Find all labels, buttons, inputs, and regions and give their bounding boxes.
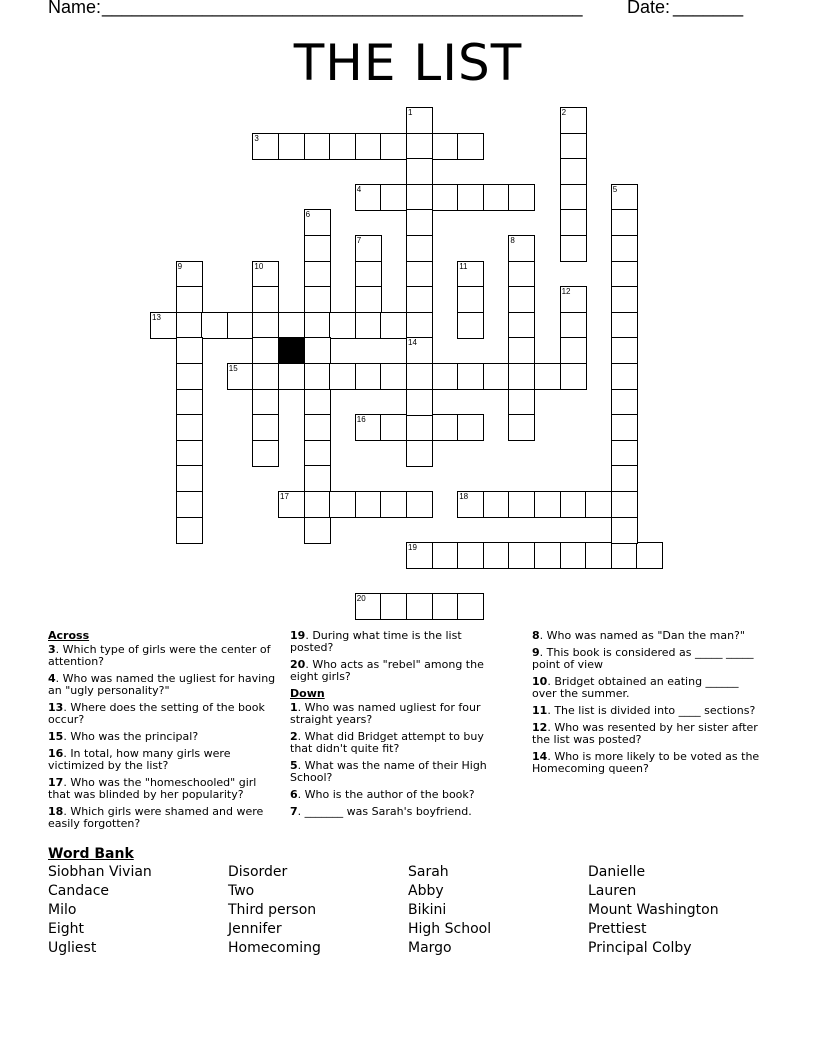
- word-bank-entry: Danielle: [588, 864, 646, 880]
- grid-cell[interactable]: [380, 312, 407, 339]
- word-bank-entry: Jennifer: [228, 921, 282, 937]
- clue-text: Which type of girls were the center of attention?: [48, 643, 271, 668]
- grid-cell[interactable]: [560, 542, 587, 569]
- grid-cell[interactable]: [483, 542, 510, 569]
- grid-cell[interactable]: [611, 542, 638, 569]
- clue-number-label: 4: [356, 184, 362, 194]
- clue-number-label: 19: [408, 543, 417, 553]
- grid-cell[interactable]: [560, 491, 587, 518]
- clue-item: 4. Who was named the ugliest for having an "ugly personality?": [48, 672, 276, 697]
- clue-number: 1: [290, 701, 298, 714]
- grid-cell[interactable]: [380, 414, 407, 441]
- clue-number: 5: [290, 759, 298, 772]
- grid-cell[interactable]: [176, 465, 203, 492]
- clue-text: Who was named the ugliest for having an "ugly personality?": [48, 672, 276, 697]
- grid-cell[interactable]: [380, 184, 407, 211]
- clue-item: 17. Who was the "homeschooled" girl that was blinded by her popularity?: [48, 776, 257, 801]
- clue-text: Bridget obtained an eating ______ over the summer.: [532, 675, 739, 700]
- grid-cell[interactable]: [406, 158, 433, 185]
- grid-cell[interactable]: [406, 593, 433, 620]
- blocked-cell: [278, 337, 305, 364]
- grid-cell[interactable]: [406, 312, 433, 339]
- grid-cell[interactable]: [329, 491, 356, 518]
- grid-cell[interactable]: [560, 209, 587, 236]
- grid-cell[interactable]: [432, 363, 459, 390]
- clue-item: 3. Which type of girls were the center of attention?: [48, 643, 271, 668]
- word-bank-title: Word Bank: [48, 846, 134, 862]
- grid-cell[interactable]: [176, 337, 203, 364]
- grid-cell[interactable]: [355, 261, 382, 288]
- grid-cell[interactable]: [304, 414, 331, 441]
- grid-cell[interactable]: [508, 184, 535, 211]
- clue-text: During what time is the list posted?: [290, 629, 462, 654]
- grid-cell[interactable]: [329, 363, 356, 390]
- clue-text: Who was named ugliest for four straight years?: [290, 701, 481, 726]
- grid-cell[interactable]: [252, 312, 279, 339]
- grid-cell[interactable]: [406, 235, 433, 262]
- grid-cell[interactable]: [304, 363, 331, 390]
- clue-number-label: 13: [152, 312, 161, 322]
- grid-cell[interactable]: [508, 312, 535, 339]
- clue-number: 18: [48, 805, 64, 818]
- grid-cell[interactable]: [560, 184, 587, 211]
- clue-text: The list is divided into ____ sections?: [554, 704, 756, 717]
- grid-cell[interactable]: [585, 491, 612, 518]
- word-bank-entry: Margo: [408, 940, 452, 956]
- clue-item: 18. Which girls were shamed and were easily forgotten?: [48, 805, 264, 830]
- grid-cell[interactable]: [406, 133, 433, 160]
- clue-number: 14: [532, 750, 548, 763]
- grid-cell[interactable]: [406, 491, 433, 518]
- clue-number-label: 1: [408, 108, 413, 117]
- name-label: Name:: [48, 0, 107, 17]
- grid-cell[interactable]: [560, 312, 587, 339]
- grid-cell[interactable]: [406, 414, 433, 441]
- grid-cell[interactable]: [534, 491, 561, 518]
- grid-cell[interactable]: [278, 133, 305, 160]
- word-bank-entry: Two: [228, 883, 255, 899]
- clue-number-label: 8: [510, 236, 515, 245]
- clue-number: 17: [48, 776, 64, 789]
- clue-number: 16: [48, 747, 64, 760]
- clue-number-label: 11: [459, 261, 468, 271]
- word-bank-entry: Eight: [48, 921, 84, 937]
- clue-number-label: 20: [356, 594, 366, 604]
- name-field-line[interactable]: ________________________________________________: [102, 0, 583, 17]
- grid-cell[interactable]: [508, 363, 535, 390]
- clue-item: 19. During what time is the list posted?: [290, 629, 462, 654]
- grid-cell[interactable]: [176, 491, 203, 518]
- grid-cell[interactable]: [380, 133, 407, 160]
- clue-text: What was the name of their High School?: [290, 759, 487, 784]
- grid-cell[interactable]: [560, 235, 587, 262]
- grid-cell[interactable]: [380, 491, 407, 518]
- grid-cell[interactable]: [252, 286, 279, 313]
- grid-cell[interactable]: [201, 312, 228, 339]
- grid-cell[interactable]: [560, 158, 587, 185]
- grid-cell[interactable]: [508, 491, 535, 518]
- grid-cell[interactable]: [508, 337, 535, 364]
- grid-cell[interactable]: [329, 133, 356, 160]
- grid-cell[interactable]: [380, 593, 407, 620]
- word-bank-entry: Sarah: [408, 864, 449, 880]
- clue-number: 6: [290, 788, 298, 801]
- grid-cell[interactable]: [176, 414, 203, 441]
- grid-cell[interactable]: [304, 491, 331, 518]
- clue-number-label: 10: [254, 261, 264, 271]
- grid-cell[interactable]: [508, 389, 535, 416]
- clue-number: 11: [532, 704, 548, 717]
- clue-item: 5. What was the name of their High School?: [290, 759, 487, 784]
- grid-cell[interactable]: [457, 542, 484, 569]
- clue-number: 20: [290, 658, 306, 671]
- grid-cell[interactable]: [585, 542, 612, 569]
- grid-cell[interactable]: [611, 389, 638, 416]
- grid-cell[interactable]: [432, 542, 459, 569]
- word-bank-entry: Bikini: [408, 902, 447, 918]
- grid-cell[interactable]: [304, 261, 331, 288]
- clue-number-label: 14: [408, 338, 417, 348]
- grid-cell[interactable]: [611, 440, 638, 467]
- grid-cell[interactable]: [355, 312, 382, 339]
- clue-item: 14. Who is more likely to be voted as the Homecoming queen?: [532, 750, 760, 775]
- grid-cell[interactable]: [252, 389, 279, 416]
- grid-cell[interactable]: [534, 363, 561, 390]
- grid-cell[interactable]: [176, 389, 203, 416]
- page-title: THE LIST: [293, 34, 523, 92]
- clue-number-label: 15: [228, 364, 238, 373]
- grid-cell[interactable]: [304, 235, 331, 262]
- clue-number-label: 16: [356, 415, 366, 425]
- clue-item: 12. Who was resented by her sister after the list was posted?: [532, 721, 758, 746]
- grid-cell[interactable]: [304, 389, 331, 416]
- grid-cell[interactable]: [611, 363, 638, 390]
- date-field-line[interactable]: _______: [673, 0, 744, 17]
- clue-item: 1. Who was named ugliest for four straight years?: [290, 701, 481, 726]
- grid-cell[interactable]: [406, 389, 433, 416]
- grid-cell[interactable]: [304, 440, 331, 467]
- clue-number-label: 2: [561, 108, 567, 117]
- clue-number-label: 3: [254, 133, 259, 143]
- grid-cell[interactable]: [611, 312, 638, 339]
- clue-item: 2. What did Bridget attempt to buy that didn't quite fit?: [290, 730, 484, 755]
- clue-number: 8: [532, 629, 540, 642]
- word-bank-entry: Principal Colby: [588, 940, 692, 956]
- clue-number: 15: [48, 730, 64, 743]
- grid-cell[interactable]: [611, 235, 638, 262]
- down-heading: Down: [290, 687, 325, 700]
- word-bank-entry: Prettiest: [588, 921, 647, 937]
- grid-cell[interactable]: [304, 465, 331, 492]
- grid-cell[interactable]: [304, 286, 331, 313]
- clue-number-label: 18: [459, 492, 469, 501]
- clue-text: Where does the setting of the book occur?: [48, 701, 265, 726]
- grid-cell[interactable]: [611, 465, 638, 492]
- grid-cell[interactable]: [252, 440, 279, 467]
- grid-cell[interactable]: [457, 593, 484, 620]
- word-bank-entry: Mount Washington: [588, 902, 719, 918]
- clues-column-2: [290, 630, 502, 823]
- clue-text: Who acts as "rebel" among the eight girls?: [290, 658, 484, 683]
- word-bank-entry: Candace: [48, 883, 110, 899]
- clues-column-3: [532, 630, 764, 780]
- grid-cell[interactable]: [432, 184, 459, 211]
- grid-cell[interactable]: [355, 491, 382, 518]
- clue-number: 19: [290, 629, 306, 642]
- clue-number: 3: [48, 643, 56, 656]
- clue-item: 10. Bridget obtained an eating ______ over the summer.: [532, 675, 739, 700]
- clues-column-1: [48, 630, 280, 835]
- clue-number-label: 5: [612, 184, 618, 194]
- grid-cell[interactable]: [508, 286, 535, 313]
- grid-cell[interactable]: [176, 440, 203, 467]
- grid-cell[interactable]: [278, 312, 305, 339]
- grid-cell[interactable]: [534, 542, 561, 569]
- grid-cell[interactable]: [432, 593, 459, 620]
- grid-cell[interactable]: [406, 184, 433, 211]
- grid-cell[interactable]: [406, 363, 433, 390]
- grid-cell[interactable]: [560, 337, 587, 364]
- grid-cell[interactable]: [278, 363, 305, 390]
- clue-number: 13: [48, 701, 64, 714]
- grid-cell[interactable]: [457, 414, 484, 441]
- grid-cell[interactable]: [176, 517, 203, 544]
- grid-cell[interactable]: [611, 517, 638, 544]
- grid-cell[interactable]: [176, 312, 203, 339]
- clue-item: 9. This book is considered as _____ _____ point of view: [532, 646, 754, 671]
- word-bank-column-4: [588, 863, 719, 958]
- grid-cell[interactable]: [483, 491, 510, 518]
- clue-number: 9: [532, 646, 540, 659]
- grid-cell[interactable]: [483, 363, 510, 390]
- grid-cell[interactable]: [329, 312, 356, 339]
- across-heading: Across: [48, 629, 90, 642]
- clue-text: This book is considered as _____ _____ point of view: [532, 646, 754, 671]
- clue-text: Who is the author of the book?: [304, 788, 475, 801]
- clue-number-label: 7: [356, 236, 362, 245]
- word-bank-entry: High School: [408, 921, 492, 937]
- clue-number-label: 6: [305, 210, 311, 220]
- grid-cell[interactable]: [636, 542, 663, 569]
- clue-text: Which girls were shamed and were easily forgotten?: [48, 805, 264, 830]
- grid-cell[interactable]: [508, 414, 535, 441]
- grid-cell[interactable]: [457, 363, 484, 390]
- clue-item: 15. Who was the principal?: [48, 730, 199, 743]
- clue-number: 4: [48, 672, 56, 685]
- grid-cell[interactable]: [483, 184, 510, 211]
- clue-item: 6. Who is the author of the book?: [290, 788, 475, 801]
- clue-item: 13. Where does the setting of the book occur?: [48, 701, 265, 726]
- grid-cell[interactable]: [176, 286, 203, 313]
- grid-cell[interactable]: [355, 363, 382, 390]
- clue-text: Who was the "homeschooled" girl that was blinded by her popularity?: [48, 776, 257, 801]
- grid-cell[interactable]: [406, 261, 433, 288]
- clue-item: 7. _______ was Sarah's boyfriend.: [290, 805, 472, 818]
- clue-number-label: 9: [177, 261, 183, 271]
- word-bank-entry: Lauren: [588, 883, 637, 899]
- grid-cell[interactable]: [252, 414, 279, 441]
- clue-number-label: 17: [280, 492, 289, 501]
- clue-number-label: 12: [561, 287, 571, 297]
- grid-cell[interactable]: [304, 337, 331, 364]
- word-bank-column-2: [228, 863, 321, 958]
- grid-cell[interactable]: [304, 517, 331, 544]
- grid-cell[interactable]: [611, 337, 638, 364]
- grid-cell[interactable]: [611, 209, 638, 236]
- word-bank-entry: Third person: [228, 902, 317, 918]
- grid-cell[interactable]: [252, 363, 279, 390]
- grid-cell[interactable]: [457, 184, 484, 211]
- clue-text: Who was the principal?: [70, 730, 199, 743]
- grid-cell[interactable]: [611, 414, 638, 441]
- clue-text: _______ was Sarah's boyfriend.: [304, 805, 472, 818]
- clue-number: 7: [290, 805, 298, 818]
- grid-cell[interactable]: [304, 133, 331, 160]
- clue-text: Who was resented by her sister after the list was posted?: [532, 721, 758, 746]
- clue-item: 20. Who acts as "rebel" among the eight girls?: [290, 658, 484, 683]
- word-bank-entry: Ugliest: [48, 940, 97, 956]
- clue-number: 10: [532, 675, 548, 688]
- clue-text: Who is more likely to be voted as the Homecoming queen?: [532, 750, 760, 775]
- word-bank-entry: Disorder: [228, 864, 288, 880]
- word-bank-entry: Siobhan Vivian: [48, 864, 152, 880]
- clue-number: 12: [532, 721, 548, 734]
- grid-cell[interactable]: [611, 261, 638, 288]
- word-bank-entry: Homecoming: [228, 940, 321, 956]
- grid-cell[interactable]: [252, 337, 279, 364]
- grid-cell[interactable]: [457, 133, 484, 160]
- grid-cell[interactable]: [560, 363, 587, 390]
- grid-cell[interactable]: [406, 286, 433, 313]
- word-bank-column-1: [48, 863, 152, 958]
- clue-item: 8. Who was named as "Dan the man?": [532, 629, 745, 642]
- grid-cell[interactable]: [611, 286, 638, 313]
- word-bank-entry: Abby: [408, 883, 444, 899]
- grid-cell[interactable]: [355, 286, 382, 313]
- grid-cell[interactable]: [406, 209, 433, 236]
- clue-number: 2: [290, 730, 298, 743]
- date-label: Date:: [627, 0, 676, 17]
- clue-text: Who was named as "Dan the man?": [546, 629, 745, 642]
- grid-cell[interactable]: [508, 261, 535, 288]
- grid-cell[interactable]: [227, 312, 254, 339]
- clue-text: In total, how many girls were victimized by the list?: [48, 747, 231, 772]
- grid-cell[interactable]: [432, 133, 459, 160]
- grid-cell[interactable]: [457, 312, 484, 339]
- grid-cell[interactable]: [457, 286, 484, 313]
- grid-cell[interactable]: [380, 363, 407, 390]
- grid-cell[interactable]: [560, 133, 587, 160]
- grid-cell[interactable]: [304, 312, 331, 339]
- clue-text: What did Bridget attempt to buy that didn't quite fit?: [290, 730, 484, 755]
- grid-cell[interactable]: [508, 542, 535, 569]
- grid-cell[interactable]: [611, 491, 638, 518]
- grid-cell[interactable]: [432, 414, 459, 441]
- clue-item: 11. The list is divided into ____ sections?: [532, 704, 756, 717]
- grid-cell[interactable]: [176, 363, 203, 390]
- grid-cell[interactable]: [355, 133, 382, 160]
- word-bank-entry: Milo: [48, 902, 77, 918]
- word-bank-column-3: [408, 863, 491, 958]
- grid-cell[interactable]: [406, 440, 433, 467]
- clue-item: 16. In total, how many girls were victimized by the list?: [48, 747, 231, 772]
